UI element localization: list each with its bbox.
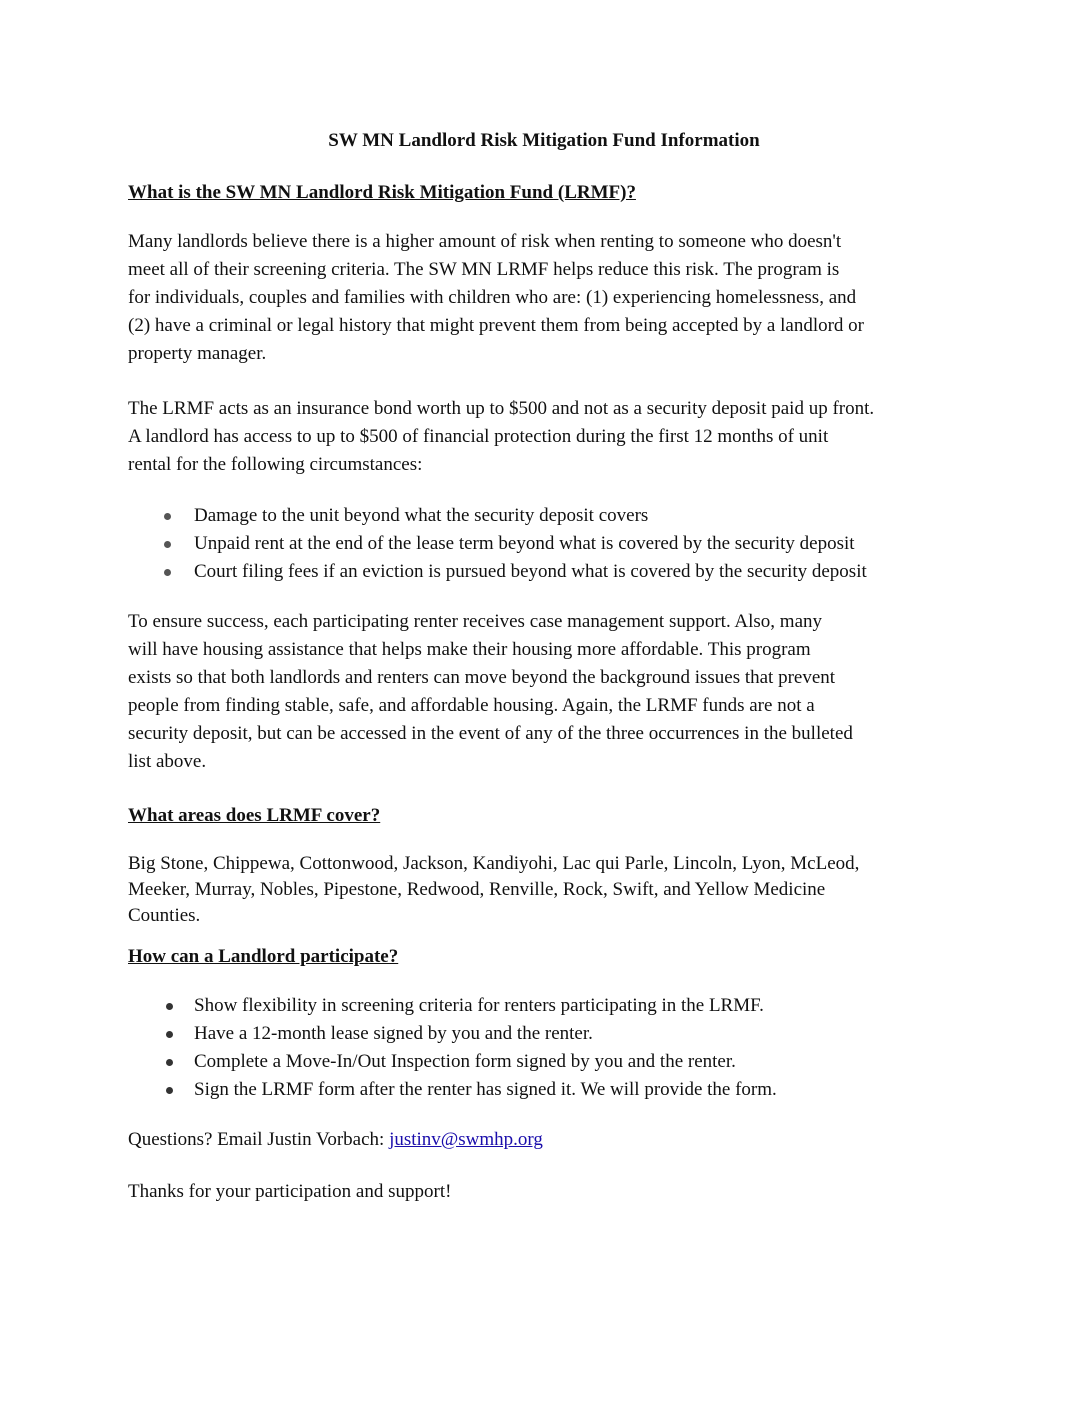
text-line: security deposit, but can be accessed in the event of any of the three occurrences in the bulleted [128, 723, 853, 744]
text-line: property manager. [128, 343, 267, 364]
bullet-icon [164, 569, 171, 576]
email-link[interactable]: justinv@swmhp.org [389, 1129, 543, 1150]
contact-line [128, 1126, 968, 1154]
list-item [128, 558, 988, 586]
list-item [128, 992, 988, 1020]
text-line: will have housing assistance that helps make their housing more affordable. This program [128, 639, 811, 660]
section-heading-what-is-lrmf: What is the SW MN Landlord Risk Mitigation Fund (LRMF)? [128, 182, 636, 203]
intro-paragraph [128, 228, 968, 368]
participation-list [128, 992, 988, 1104]
bullet-icon [166, 1003, 173, 1010]
bullet-icon [164, 541, 171, 548]
text-line: To ensure success, each participating renter receives case management support. Also, many [128, 611, 823, 632]
closing-line: Thanks for your participation and support! [128, 1181, 452, 1202]
text-line: (2) have a criminal or legal history that might prevent them from being accepted by a landlord or [128, 315, 864, 336]
circumstances-list [128, 502, 988, 586]
counties-paragraph [128, 851, 968, 929]
list-item-text: Show flexibility in screening criteria for renters participating in the LRMF. [194, 995, 764, 1016]
text-line: exists so that both landlords and renters can move beyond the background issues that prevent [128, 667, 836, 688]
text-line: Big Stone, Chippewa, Cottonwood, Jackson, Kandiyohi, Lac qui Parle, Lincoln, Lyon, McLeod, [128, 853, 860, 874]
section-heading-areas: What areas does LRMF cover? [128, 805, 381, 826]
bullet-icon [164, 513, 171, 520]
bullet-icon [166, 1087, 173, 1094]
list-item-text: Damage to the unit beyond what the security deposit covers [194, 505, 649, 526]
text-line: The LRMF acts as an insurance bond worth up to $500 and not as a security deposit paid up front. [128, 398, 875, 419]
contact-prefix: Questions? Email Justin Vorbach: [128, 1129, 390, 1150]
bond-paragraph [128, 395, 968, 479]
list-item-text: Sign the LRMF form after the renter has signed it. We will provide the form. [194, 1079, 777, 1100]
list-item-text: Complete a Move-In/Out Inspection form signed by you and the renter. [194, 1051, 736, 1072]
text-line: meet all of their screening criteria. The SW MN LRMF helps reduce this risk. The program is [128, 259, 840, 280]
list-item [128, 530, 988, 558]
list-item [128, 1020, 988, 1048]
list-item [128, 1076, 988, 1104]
list-item-text: Court filing fees if an eviction is pursued beyond what is covered by the security deposit [194, 561, 867, 582]
bullet-icon [166, 1031, 173, 1038]
text-line: Meeker, Murray, Nobles, Pipestone, Redwood, Renville, Rock, Swift, and Yellow Medicine [128, 879, 826, 900]
bullet-icon [166, 1059, 173, 1066]
text-line: list above. [128, 751, 207, 772]
list-item [128, 1048, 988, 1076]
list-item-text: Unpaid rent at the end of the lease term beyond what is covered by the security deposit [194, 533, 855, 554]
text-line: Counties. [128, 905, 201, 926]
text-line: rental for the following circumstances: [128, 454, 423, 475]
list-item [128, 502, 988, 530]
text-line: Many landlords believe there is a higher amount of risk when renting to someone who doesn't [128, 231, 842, 252]
success-paragraph [128, 608, 968, 776]
text-line: A landlord has access to up to $500 of financial protection during the first 12 months of unit [128, 426, 829, 447]
list-item-text: Have a 12-month lease signed by you and the renter. [194, 1023, 593, 1044]
text-line: people from finding stable, safe, and affordable housing. Again, the LRMF funds are not a [128, 695, 815, 716]
section-heading-participate: How can a Landlord participate? [128, 946, 399, 967]
document-title: SW MN Landlord Risk Mitigation Fund Information [328, 130, 760, 151]
text-line: for individuals, couples and families with children who are: (1) experiencing homelessness, and [128, 287, 857, 308]
